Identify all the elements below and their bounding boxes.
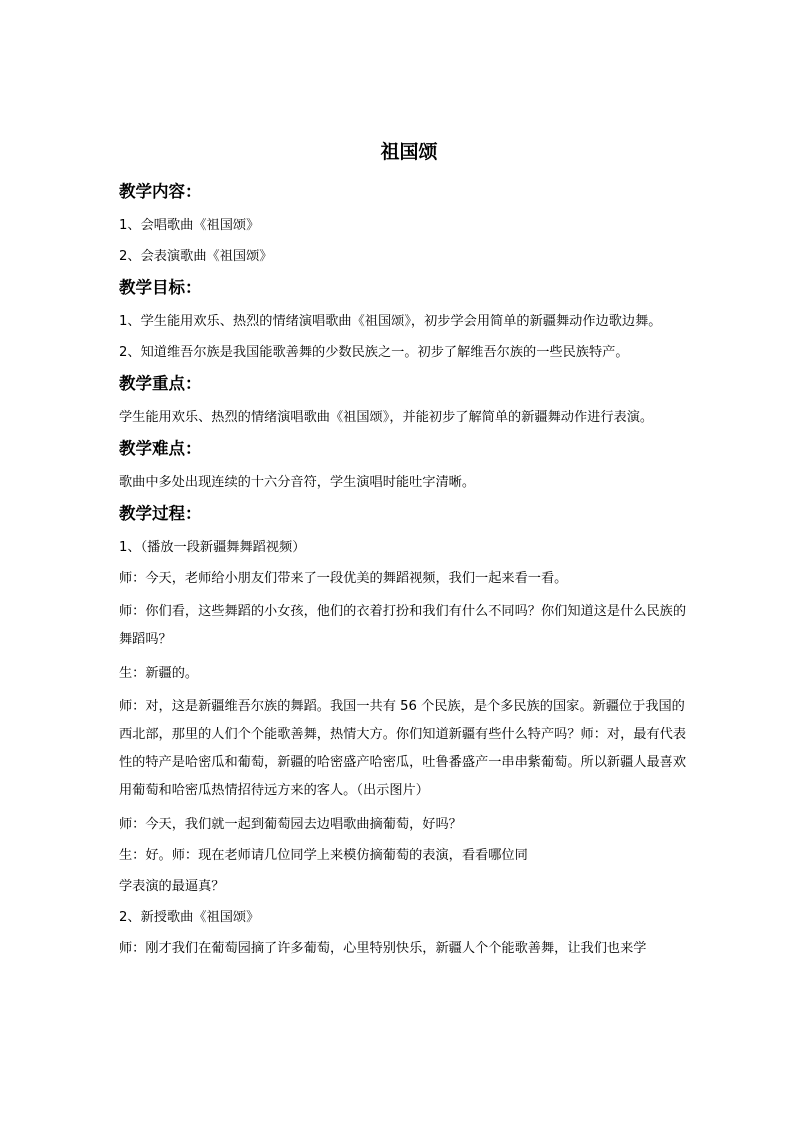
section-heading: 教学难点： bbox=[119, 439, 202, 458]
paragraph: 1、会唱歌曲《祖国颂》 bbox=[119, 218, 260, 233]
section-difficulties bbox=[119, 437, 693, 494]
document-title: 祖国颂 bbox=[380, 141, 438, 163]
paragraph: 生：好。师：现在老师请几位同学上来模仿摘葡萄的表演，看看哪位同 bbox=[119, 848, 528, 863]
paragraph: 师：今天，老师给小朋友们带来了一段优美的舞蹈视频，我们一起来看一看。 bbox=[119, 571, 568, 586]
paragraph: 1、学生能用欢乐、热烈的情绪演唱歌曲《祖国颂》，初步学会用简单的新疆舞动作边歌边舞。 bbox=[119, 314, 662, 329]
section-key-points bbox=[119, 372, 693, 429]
section-teaching-goals bbox=[119, 276, 693, 364]
paragraph: 歌曲中多处出现连续的十六分音符，学生演唱时能吐字清晰。 bbox=[119, 475, 476, 490]
section-teaching-process bbox=[119, 502, 693, 960]
paragraph: 学表演的最逼真？ bbox=[119, 879, 225, 894]
paragraph: 生：新疆的。 bbox=[119, 666, 199, 681]
paragraph: 2、知道维吾尔族是我国能歌善舞的少数民族之一。初步了解维吾尔族的一些民族特产。 bbox=[119, 345, 629, 360]
paragraph: 师：对，这是新疆维吾尔族的舞蹈。我国一共有 56 个民族，是个多民族的国家。新疆位于我国的西北部，那里的人们个个能歌善舞，热情大方。你们知道新疆有些什么特产吗？师：对，最有代表性的特产是哈密瓜和葡萄，新疆的哈密盛产哈密瓜，吐鲁番盛产一串串紫葡萄。所以新疆人最喜欢用葡萄和哈密瓜热情招待远方来的客人。（出示图片） bbox=[119, 699, 687, 798]
paragraph: 学生能用欢乐、热烈的情绪演唱歌曲《祖国颂》，并能初步了解简单的新疆舞动作进行表演。 bbox=[119, 410, 654, 425]
document-body bbox=[119, 138, 693, 968]
section-heading: 教学重点： bbox=[119, 374, 202, 393]
section-heading: 教学过程： bbox=[119, 504, 202, 523]
paragraph: 师：今天，我们就一起到葡萄园去边唱歌曲摘葡萄，好吗？ bbox=[119, 817, 462, 832]
paragraph: 2、会表演歌曲《祖国颂》 bbox=[119, 249, 273, 264]
section-heading: 教学内容： bbox=[119, 182, 202, 201]
paragraph: 1、（播放一段新疆舞舞蹈视频） bbox=[119, 540, 306, 555]
paragraph: 师：刚才我们在葡萄园摘了许多葡萄，心里特别快乐，新疆人个个能歌善舞，让我们也来学 bbox=[119, 941, 647, 956]
section-teaching-content bbox=[119, 180, 693, 268]
section-heading: 教学目标： bbox=[119, 278, 202, 297]
paragraph: 师：你们看，这些舞蹈的小女孩，他们的衣着打扮和我们有什么不同吗？你们知道这是什么民族的舞蹈吗？ bbox=[119, 604, 687, 647]
paragraph: 2、新授歌曲《祖国颂》 bbox=[119, 910, 260, 925]
